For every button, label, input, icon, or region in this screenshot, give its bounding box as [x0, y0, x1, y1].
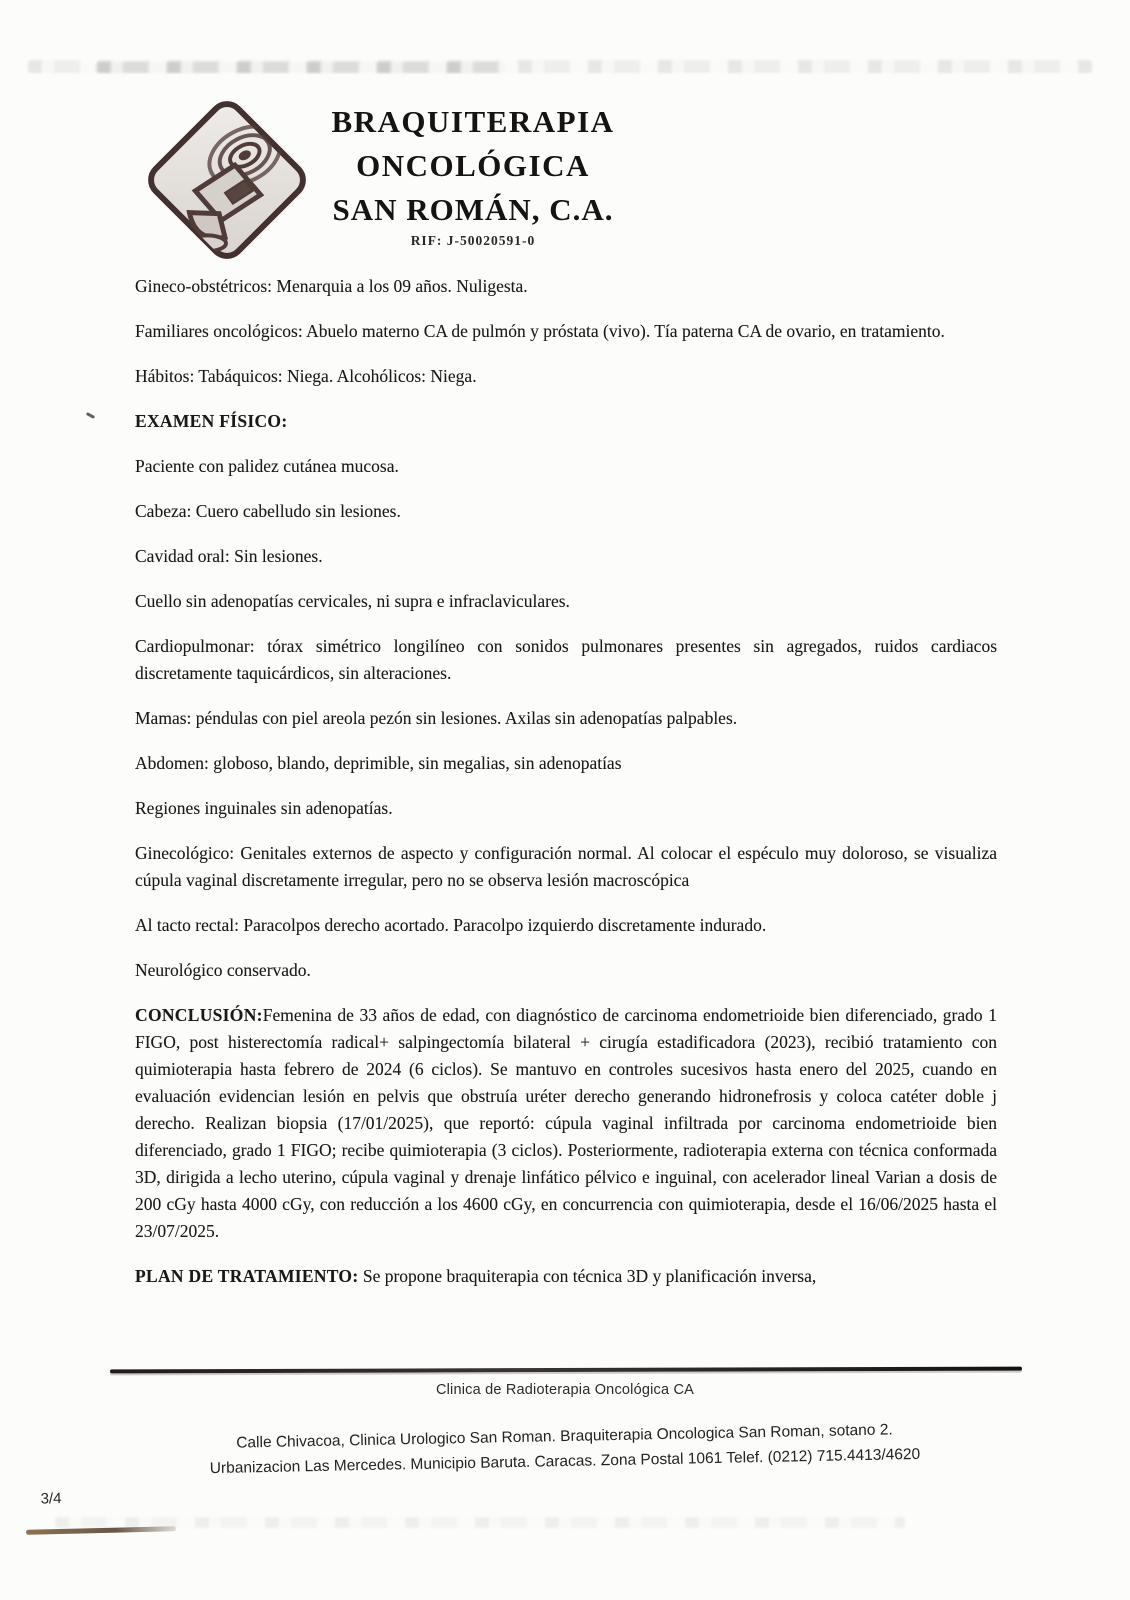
paragraph-text: Familiares oncológicos: Abuelo materno CA de pulmón y próstata (vivo). Tía paterna CA de ovario, en tratamiento. [135, 321, 945, 341]
footer-divider [110, 1367, 1022, 1374]
footer-address [0, 1413, 1130, 1513]
paragraph [135, 318, 997, 345]
scan-artifact-bottom [55, 1517, 905, 1528]
paragraph-text: Cabeza: Cuero cabelludo sin lesiones. [135, 501, 401, 521]
paragraph-lead: CONCLUSIÓN: [135, 1005, 263, 1025]
paragraph-text: Cavidad oral: Sin lesiones. [135, 546, 323, 566]
paragraph-text: Cuello sin adenopatías cervicales, ni supra e infraclaviculares. [135, 591, 570, 611]
radiotherapy-machine-logo-icon [138, 96, 316, 264]
paragraph-text: Femenina de 33 años de edad, con diagnóstico de carcinoma endometrioide bien diferenciado, grado 1 FIGO, post histerectomía radical+ salpingectomía bilateral + cirugía estadificadora (2023), recibió tratamiento con quimioterapia hasta febrero de 2024 (6 ciclos). Se mantuvo en controles sucesivos hasta enero del 2025, cuando en evaluación evidencian lesión en pelvis que obstruía uréter derecho generando hidronefrosis y coloca catéter doble j derecho. Realizan biopsia (17/01/2025), que reportó: cúpula vaginal infiltrada por carcinoma endometrioide bien diferenciado, grado 1 FIGO; recibe quimioterapia (3 ciclos). Posteriormente, radioterapia externa con técnica conformada 3D, dirigida a lecho uterino, cúpula vaginal y drenaje linfático pélvico e inguinal, con acelerador lineal Varian a dosis de 200 cGy hasta 4000 cGy, con reducción a los 4600 cGy, en concurrencia con quimioterapia, desde el 16/06/2025 hasta el 23/07/2025. [135, 1005, 997, 1241]
paragraph [135, 957, 997, 984]
paragraph [135, 795, 997, 822]
paragraph [135, 498, 997, 525]
org-name-line1: BRAQUITERAPIA [331, 104, 615, 139]
paragraph [135, 912, 997, 939]
paragraph-lead: EXAMEN FÍSICO: [135, 411, 288, 431]
paragraph [135, 750, 997, 777]
org-rif: RIF: J-50020591-0 [410, 233, 536, 248]
page-footer [0, 1368, 1130, 1508]
footer-address-line2: Urbanizacion Las Mercedes. Municipio Baruta. Caracas. Zona Postal 1061 Telef. (0212) 715.4413/4620 [209, 1445, 921, 1478]
paragraph-text: Regiones inguinales sin adenopatías. [135, 798, 393, 818]
paragraph-text: Mamas: péndulas con piel areola pezón sin lesiones. Axilas sin adenopatías palpables. [135, 708, 738, 728]
paragraph [135, 1263, 997, 1290]
paragraph [135, 408, 997, 435]
paragraph-text: Al tacto rectal: Paracolpos derecho acortado. Paracolpo izquierdo discretamente indurado. [135, 915, 767, 935]
paragraph [135, 1002, 997, 1245]
paragraph [135, 633, 997, 687]
paragraph-text: Se propone braquiterapia con técnica 3D y planificación inversa, [358, 1266, 817, 1286]
paragraph [135, 543, 997, 570]
organization-name [308, 100, 638, 250]
paragraph-text: Abdomen: globoso, blando, deprimible, sin megalias, sin adenopatías [135, 753, 622, 773]
paragraph [135, 588, 997, 615]
letterhead [0, 94, 1130, 266]
paragraph-text: Hábitos: Tabáquicos: Niega. Alcohólicos: Niega. [135, 366, 477, 386]
scan-artifact-pen-mark [26, 1526, 176, 1535]
paragraph [135, 273, 997, 300]
paragraph-lead: PLAN DE TRATAMIENTO: [135, 1266, 359, 1286]
org-name-line3: SAN ROMÁN, C.A. [332, 192, 614, 227]
paragraph [135, 453, 997, 480]
page-number: 3/4 [40, 1490, 62, 1508]
paragraph [135, 363, 997, 390]
footer-clinic-name: Clinica de Radioterapia Oncológica CA [435, 1382, 695, 1398]
paragraph-text: Paciente con palidez cutánea mucosa. [135, 456, 399, 476]
document-body [0, 273, 1130, 1290]
paragraph-text: Neurológico conservado. [135, 960, 311, 980]
paragraph [135, 705, 997, 732]
paragraph-text: Cardiopulmonar: tórax simétrico longilíneo con sonidos pulmonares presentes sin agregados, ruidos cardiacos discretamente taquicárdicos, sin alteraciones. [135, 636, 997, 683]
org-name-line2: ONCOLÓGICA [356, 148, 590, 183]
footer-address-line1: Calle Chivacoa, Clinica Urologico San Roman. Braquiterapia Oncologica San Roman, sotano 2. [236, 1421, 893, 1452]
paragraph-text: Gineco-obstétricos: Menarquia a los 09 años. Nuligesta. [135, 276, 528, 296]
scan-artifact-top-dark [96, 62, 506, 73]
paragraph [135, 840, 997, 894]
paragraph-text: Ginecológico: Genitales externos de aspecto y configuración normal. Al colocar el espéculo muy doloroso, se visualiza cúpula vaginal discretamente irregular, pero no se observa lesión macroscópica [135, 843, 997, 890]
